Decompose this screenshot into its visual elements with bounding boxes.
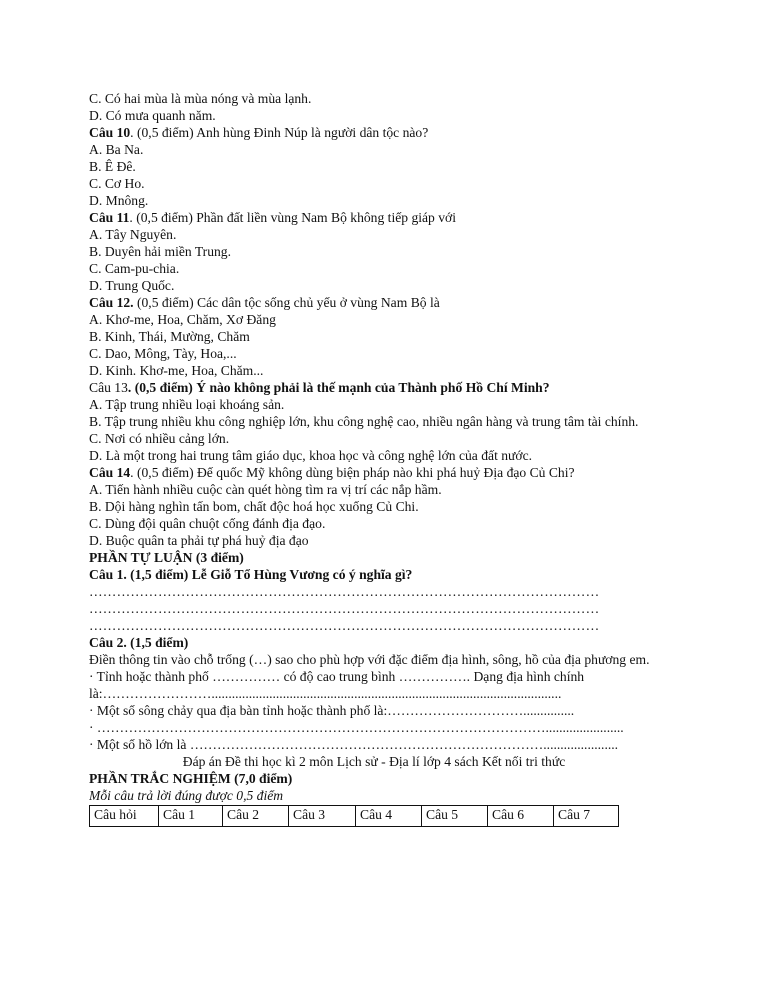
table-header-cell: Câu 3 [289,806,356,827]
answer-option: B. Dội hàng nghìn tấn bom, chất độc hoá học xuống Củ Chi. [89,499,419,514]
answer-option: A. Tiến hành nhiều cuộc càn quét hòng tìm ra vị trí các nắp hầm. [89,482,442,497]
section-heading: PHẦN TỰ LUẬN (3 điểm) [89,550,244,565]
table-header-cell: Câu 2 [223,806,289,827]
answer-option: B. Duyên hải miền Trung. [89,244,231,259]
answer-option: A. Tập trung nhiều loại khoáng sản. [89,397,285,412]
answer-option: D. Mnông. [89,193,149,208]
answer-option: C. Có hai mùa là mùa nóng và mùa lạnh. [89,91,312,106]
answer-option: A. Khơ-me, Hoa, Chăm, Xơ Đăng [89,312,276,327]
document-page [89,90,659,827]
answer-option: B. Ê Đê. [89,159,136,174]
question-text: . (0,5 điểm) Phần đất liền vùng Nam Bộ không tiếp giáp với [129,210,457,225]
table-row [90,806,619,827]
question-label: Câu 12. [89,295,134,310]
answer-blank-line: ………………………………………………………………………………………………… [89,618,600,633]
answer-option: B. Kinh, Thái, Mường, Chăm [89,329,250,344]
answer-key-title: Đáp án Đề thi học kì 2 môn Lịch sử - Địa lí lớp 4 sách Kết nối tri thức [182,754,566,769]
answer-blank-line: ………………………………………………………………………………………………… [89,601,600,616]
answer-option: C. Cơ Ho. [89,176,145,191]
question-10 [89,124,659,141]
fill-in-line: · Một số hồ lớn là ……………………………………………………………………...................... [89,737,619,752]
answer-table [89,805,619,827]
question-label: Câu 10 [89,125,131,140]
question-11 [89,209,659,226]
question-label: Câu 14 [89,465,131,480]
question-13 [89,379,659,396]
answer-option: D. Kinh. Khơ-me, Hoa, Chăm... [89,363,264,378]
question-12 [89,294,659,311]
table-header-cell: Câu 4 [356,806,422,827]
scoring-note: Mỗi câu trả lời đúng được 0,5 điểm [89,788,284,803]
answer-option: D. Trung Quốc. [89,278,175,293]
question-text: . (0,5 điểm) Ý nào không phải là thế mạnh của Thành phố Hồ Chí Minh? [127,380,550,395]
answer-option: A. Tây Nguyên. [89,227,177,242]
answer-option: A. Ba Na. [89,142,144,157]
answer-option: C. Dao, Mông, Tày, Hoa,... [89,346,237,361]
fill-in-line: là:……………………....................................................................................................... [89,686,562,701]
question-text: (0,5 điểm) Các dân tộc sống chủ yếu ở vùng Nam Bộ là [133,295,440,310]
answer-option: D. Buộc quân ta phải tự phá huỷ địa đạo [89,533,309,548]
fill-in-line: · Tỉnh hoặc thành phố …………… có độ cao trung bình ……………. Dạng địa hình chính [89,669,585,684]
answer-blank-line: ………………………………………………………………………………………………… [89,584,600,599]
question-text: . (0,5 điểm) Anh hùng Đinh Núp là người dân tộc nào? [130,125,429,140]
question-text: . (0,5 điểm) Đế quốc Mỹ không dùng biện pháp nào khi phá huỷ Địa đạo Củ Chi? [130,465,575,480]
answer-option: C. Dùng đội quân chuột cống đánh địa đạo. [89,516,326,531]
answer-option: C. Nơi có nhiều cảng lớn. [89,431,230,446]
answer-option: B. Tập trung nhiều khu công nghiệp lớn, khu công nghệ cao, nhiều ngân hàng và trung tâm tài chính. [89,414,639,429]
answer-option: C. Cam-pu-chia. [89,261,180,276]
table-header-cell: Câu 1 [159,806,223,827]
fill-in-line: · Một số sông chảy qua địa bàn tỉnh hoặc thành phố là:…………………………............... [89,703,575,718]
question-label: Câu 11 [89,210,130,225]
essay-question-1: Câu 1. (1,5 điểm) Lễ Giỗ Tổ Hùng Vương có ý nghĩa gì? [89,567,413,582]
fill-in-line: · ………………………………………………………………………………………....................... [89,720,624,735]
essay-instruction: Điền thông tin vào chỗ trống (…) sao cho phù hợp với đặc điểm địa hình, sông, hồ của địa phương em. [89,652,650,667]
question-14 [89,464,659,481]
answer-option: D. Có mưa quanh năm. [89,108,216,123]
question-label: Câu 13 [89,380,128,395]
table-header-cell: Câu 5 [422,806,488,827]
table-header-cell: Câu hỏi [90,806,159,827]
table-header-cell: Câu 7 [554,806,619,827]
section-heading: PHẦN TRẮC NGHIỆM (7,0 điểm) [89,771,293,786]
answer-option: D. Là một trong hai trung tâm giáo dục, khoa học và công nghệ lớn của đất nước. [89,448,533,463]
table-header-cell: Câu 6 [488,806,554,827]
essay-question-2: Câu 2. (1,5 điểm) [89,635,189,650]
